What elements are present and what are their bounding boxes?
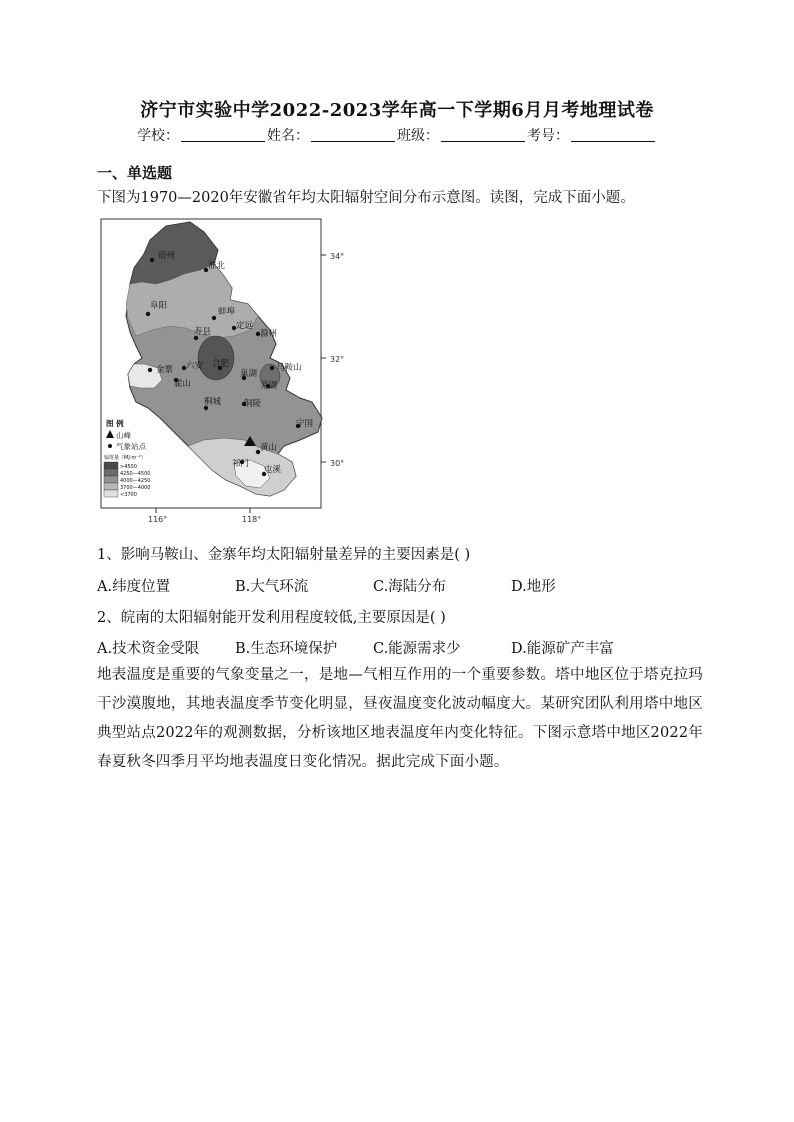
solar-radiation-map (100, 218, 356, 525)
city-label: 定远 (236, 321, 254, 331)
page-title: 济宁市实验中学2022-2023学年高一下学期6月月考地理试卷 (140, 100, 654, 121)
city-label: 六安 (186, 361, 204, 371)
school-blank[interactable] (181, 127, 265, 142)
legend-station-icon (108, 444, 112, 448)
lat-label: 30° (330, 459, 345, 468)
question-2-stem: 2、皖南的太阳辐射能开发利用程度较低,主要原因是( ) (97, 610, 446, 626)
city-label: 合肥 (212, 359, 230, 369)
class-blank[interactable] (441, 127, 525, 142)
city-label: 蚌埠 (218, 307, 236, 317)
option-d[interactable]: D.能源矿产丰富 (511, 641, 614, 657)
option-b[interactable]: B.生态环境保护 (235, 641, 338, 657)
legend-scale-title: 辐射量（MJ·m⁻²） (104, 455, 146, 461)
name-label: 姓名： (267, 128, 309, 144)
legend-swatch (104, 469, 118, 476)
legend-swatch (104, 490, 118, 497)
station-dot (212, 316, 216, 320)
legend-class: <3700 (120, 492, 137, 498)
student-info-line (0, 125, 794, 145)
option-d[interactable]: D.地形 (511, 579, 556, 595)
name-blank[interactable] (311, 127, 395, 142)
city-label: 宿州 (158, 251, 176, 261)
legend-class: >4500 (120, 464, 137, 470)
legend-swatch (104, 462, 118, 469)
legend-class: 4250—4500 (120, 471, 151, 477)
exam-no-label: 考号： (527, 128, 569, 144)
option-c[interactable]: C.海陆分布 (373, 579, 447, 595)
legend-class: 4000—4250 (120, 478, 151, 484)
intro-text: 下图为1970—2020年安徽省年均太阳辐射空间分布示意图。读图，完成下面小题。 (97, 190, 635, 206)
city-label: 桐城 (204, 397, 222, 407)
class-label: 班级： (397, 128, 439, 144)
city-label: 滁州 (260, 329, 278, 339)
city-label: 金寨 (156, 365, 174, 375)
lat-label: 32° (330, 355, 345, 364)
station-dot (150, 258, 154, 262)
city-label: 阜阳 (150, 301, 168, 311)
station-dot (148, 368, 152, 372)
city-label: 宁国 (296, 419, 314, 429)
option-b[interactable]: B.大气环流 (235, 579, 309, 595)
option-a[interactable]: A.纬度位置 (97, 579, 171, 595)
city-label: 寿县 (194, 327, 212, 337)
legend-peak-label: 山峰 (116, 431, 131, 440)
option-c[interactable]: C.能源需求少 (373, 641, 461, 657)
reading-passage: 地表温度是重要的气象变量之一，是地—气相互作用的一个重要参数。塔中地区位于塔克拉玛干沙漠腹地，其地表温度季节变化明显，昼夜温度变化波动幅度大。某研究团队利用塔中地区典型站点2022年的观测数据，分析该地区地表温度年内变化特征。下图示意塔中地区2022年春夏秋冬四季月平均地表温度日变化情况。据此完成下面小题。 (97, 667, 703, 770)
exam-no-blank[interactable] (571, 127, 655, 142)
city-label: 芜湖 (260, 381, 278, 391)
zone-hefei-high (198, 336, 234, 380)
city-label: 巢湖 (240, 369, 258, 379)
lon-label: 118° (242, 515, 262, 524)
school-label: 学校： (137, 128, 179, 144)
question-1-stem: 1、影响马鞍山、金寨年均太阳辐射量差异的主要因素是( ) (97, 547, 471, 563)
station-dot (270, 366, 274, 370)
station-dot (146, 312, 150, 316)
lat-label: 34° (330, 252, 345, 261)
city-label: 淮北 (208, 261, 226, 271)
city-label: 祁门 (232, 459, 250, 469)
legend-station-label: 气象站点 (116, 442, 146, 451)
city-label: 铜陵 (244, 399, 262, 409)
option-a[interactable]: A.技术资金受限 (97, 641, 200, 657)
city-label: 马鞍山 (276, 363, 302, 373)
legend-title: 图 例 (106, 419, 124, 428)
city-label: 黄山 (260, 443, 278, 453)
legend-class: 3700—4000 (120, 485, 151, 491)
legend-swatch (104, 476, 118, 483)
section-heading: 一、单选题 (97, 164, 173, 182)
lon-label: 116° (148, 515, 168, 524)
legend-swatch (104, 483, 118, 490)
city-label: 屯溪 (264, 465, 282, 475)
city-label: 霍山 (174, 379, 192, 389)
